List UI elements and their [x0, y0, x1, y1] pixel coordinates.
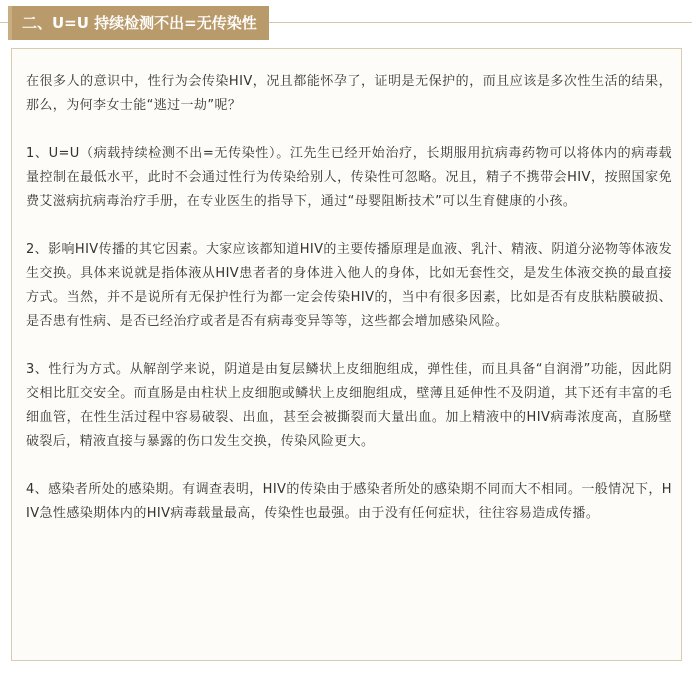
point-2-paragraph: 2、影响HIV传播的其它因素。大家应该都知道HIV的主要传播原理是血液、乳汁、精液、阴道分泌物等体液发生交换。具体来说就是指体液从HIV患者者的身体进入他人的身体，比如无套性交，是发生体液交换的最直接方式。当然，并不是说所有无保护性行为都一定会传染HIV的，当中有很多因素，比如是否有皮肤粘膜破损、是否患有性病、是否已经治疗或者是否有病毒变异等等，这些都会增加感染风险。: [26, 242, 672, 329]
point-3-paragraph: 3、性行为方式。从解剖学来说，阴道是由复层鳞状上皮细胞组成，弹性佳，而且具备“自润滑”功能，因此阴交相比肛交安全。而直肠是由柱状上皮细胞或鳞状上皮细胞组成，壁薄且延伸性不及阴道，其下还有丰富的毛细血管，在性生活过程中容易破裂、出血，甚至会被撕裂而大量出血。加上精液中的HIV病毒浓度高，直肠壁破裂后，精液直接与暴露的伤口发生交换，传染风险更大。: [26, 362, 672, 449]
section-header: [0, 0, 692, 46]
point-1-paragraph: 1、U=U（病载持续检测不出=无传染性）。江先生已经开始治疗，长期服用抗病毒药物可以将体内的病毒载量控制在最低水平，此时不会通过性行为传染给别人，传染性可忽略。况且，精子不携带会HIV，按照国家免费艾滋病抗病毒治疗手册，在专业医生的指导下，通过“母婴阻断技术”可以生育健康的小孩。: [26, 146, 672, 209]
point-4-paragraph: 4、感染者所处的感染期。有调查表明，HIV的传染由于感染者所处的感染期不同而大不相同。一般情况下，HIV急性感染期体内的HIV病毒载量最高，传染性也最强。由于没有任何症状，往往容易造成传播。: [26, 482, 672, 521]
intro-paragraph: 在很多人的意识中，性行为会传染HIV，况且都能怀孕了，证明是无保护的，而且应该是多次性生活的结果，那么，为何李女士能“逃过一劫”呢？: [26, 74, 672, 113]
section-title: 二、U=U 持续检测不出=无传染性: [8, 6, 269, 40]
article-body: [26, 70, 672, 526]
